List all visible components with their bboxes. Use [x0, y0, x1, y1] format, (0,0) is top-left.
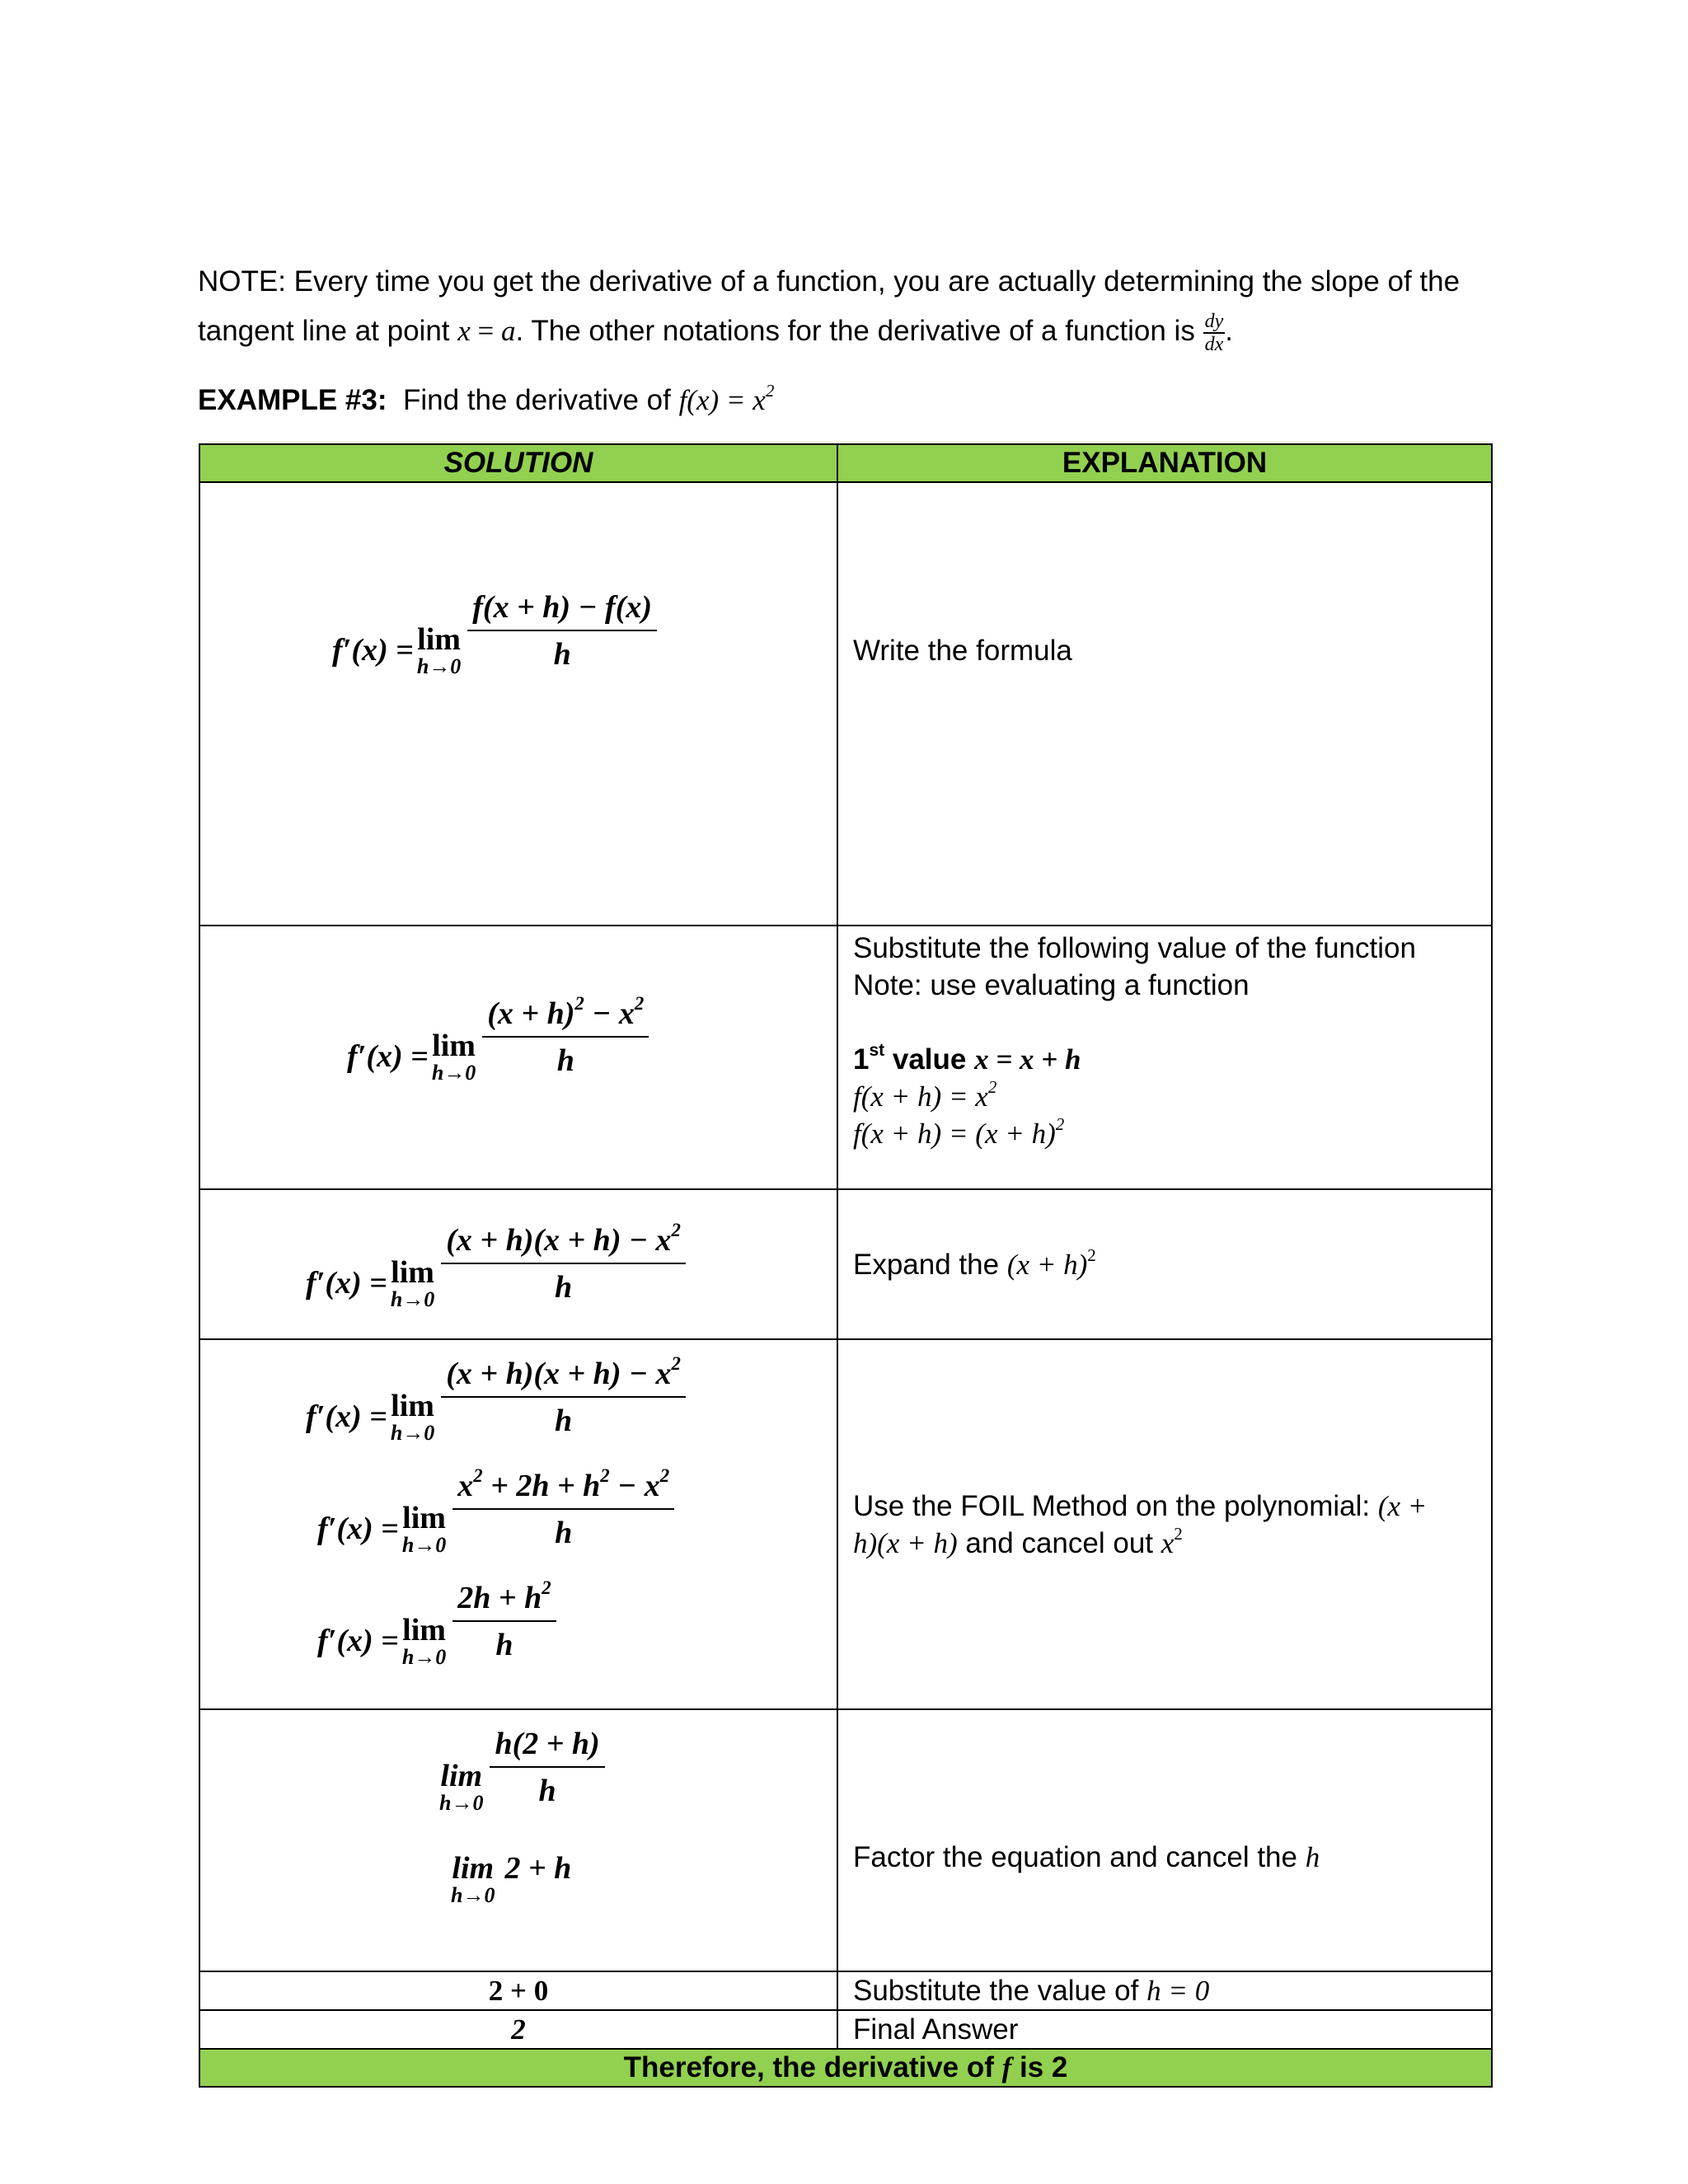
solution-cell	[199, 926, 837, 1189]
table-row	[199, 1971, 1492, 2010]
example-function: $f(x) = x^2$	[678, 381, 775, 416]
formula-substitute: f′(x) = lim h→0 $\frac{(x + h)^2 - x^2}{h}$	[347, 1013, 649, 1100]
example-heading	[198, 376, 774, 425]
explanation-cell: Substitute the following value of the function Note: use evaluating a function 1st value x = x + h $f(x + h) = x^2$ $f(x + h) = (x + h)^2$	[837, 926, 1492, 1189]
conclusion-row	[199, 2049, 1492, 2087]
table-row	[199, 482, 1492, 926]
first-value-line: 1st value x = x + h	[853, 1041, 1081, 1076]
formula-definition: f′(x) = lim h→0 $\frac{f(x + h) - f(x)}{h}$	[332, 607, 657, 694]
solution-cell: 2 + 0	[199, 1971, 837, 2010]
solution-cell	[199, 482, 837, 926]
formula-foil-step1: f′(x) = lim h→0 $\frac{(x + h)(x + h) - x^2}{h}$	[306, 1373, 686, 1460]
conclusion-cell: Therefore, the derivative of f is 2	[199, 2049, 1492, 2087]
table-row	[199, 2010, 1492, 2049]
formula-expand: f′(x) = lim h→0 $\frac{(x + h)(x + h) - x^2}{h}$	[306, 1240, 686, 1327]
example-label: EXAMPLE #3:	[198, 384, 387, 416]
table-row	[199, 1339, 1492, 1709]
note-paragraph	[198, 257, 1484, 356]
solution-cell	[199, 1709, 837, 1971]
explanation-cell: Factor the equation and cancel the h	[837, 1709, 1492, 1971]
formula-foil-step2: f′(x) = lim h→0 $\frac{x^2 + 2h + h^2 - x^2}{h}$	[317, 1485, 674, 1572]
explanation-cell: Write the formula	[837, 482, 1492, 926]
explanation-cell: Final Answer	[837, 2010, 1492, 2049]
explanation-cell: Use the FOIL Method on the polynomial: (x + h)(x + h) and cancel out $x^2$	[837, 1339, 1492, 1709]
dy-dx-fraction: $\frac{dy}{dx}$	[1204, 310, 1224, 355]
header-explanation: EXPLANATION	[837, 444, 1492, 482]
formula-factor: lim h→0 $\frac{h(2 + h)}{h}$	[436, 1743, 605, 1830]
formula-foil-step3: f′(x) = lim h→0 $\frac{2h + h^2}{h}$	[317, 1597, 556, 1685]
formula-cancel: lim h→0 2 + h	[451, 1851, 572, 1907]
solution-cell	[199, 1189, 837, 1339]
table-row	[199, 926, 1492, 1189]
solution-table	[199, 443, 1493, 2088]
solution-cell	[199, 1339, 837, 1709]
explanation-cell: Expand the $(x + h)^2$	[837, 1189, 1492, 1339]
solution-cell: 2	[199, 2010, 837, 2049]
table-row	[199, 1189, 1492, 1339]
explanation-cell: Substitute the value of h = 0	[837, 1971, 1492, 2010]
note-line-1: NOTE: Every time you get the derivative of a function, you are actually determining the slope of the	[198, 265, 1461, 298]
note-line-2: tangent line at point x = a. The other notations for the derivative of a function is $\frac{dy}{dx}$ .	[198, 310, 1233, 355]
table-row	[199, 1709, 1492, 1971]
header-solution: SOLUTION	[199, 444, 837, 482]
example-text: Find the derivative of	[402, 384, 679, 416]
